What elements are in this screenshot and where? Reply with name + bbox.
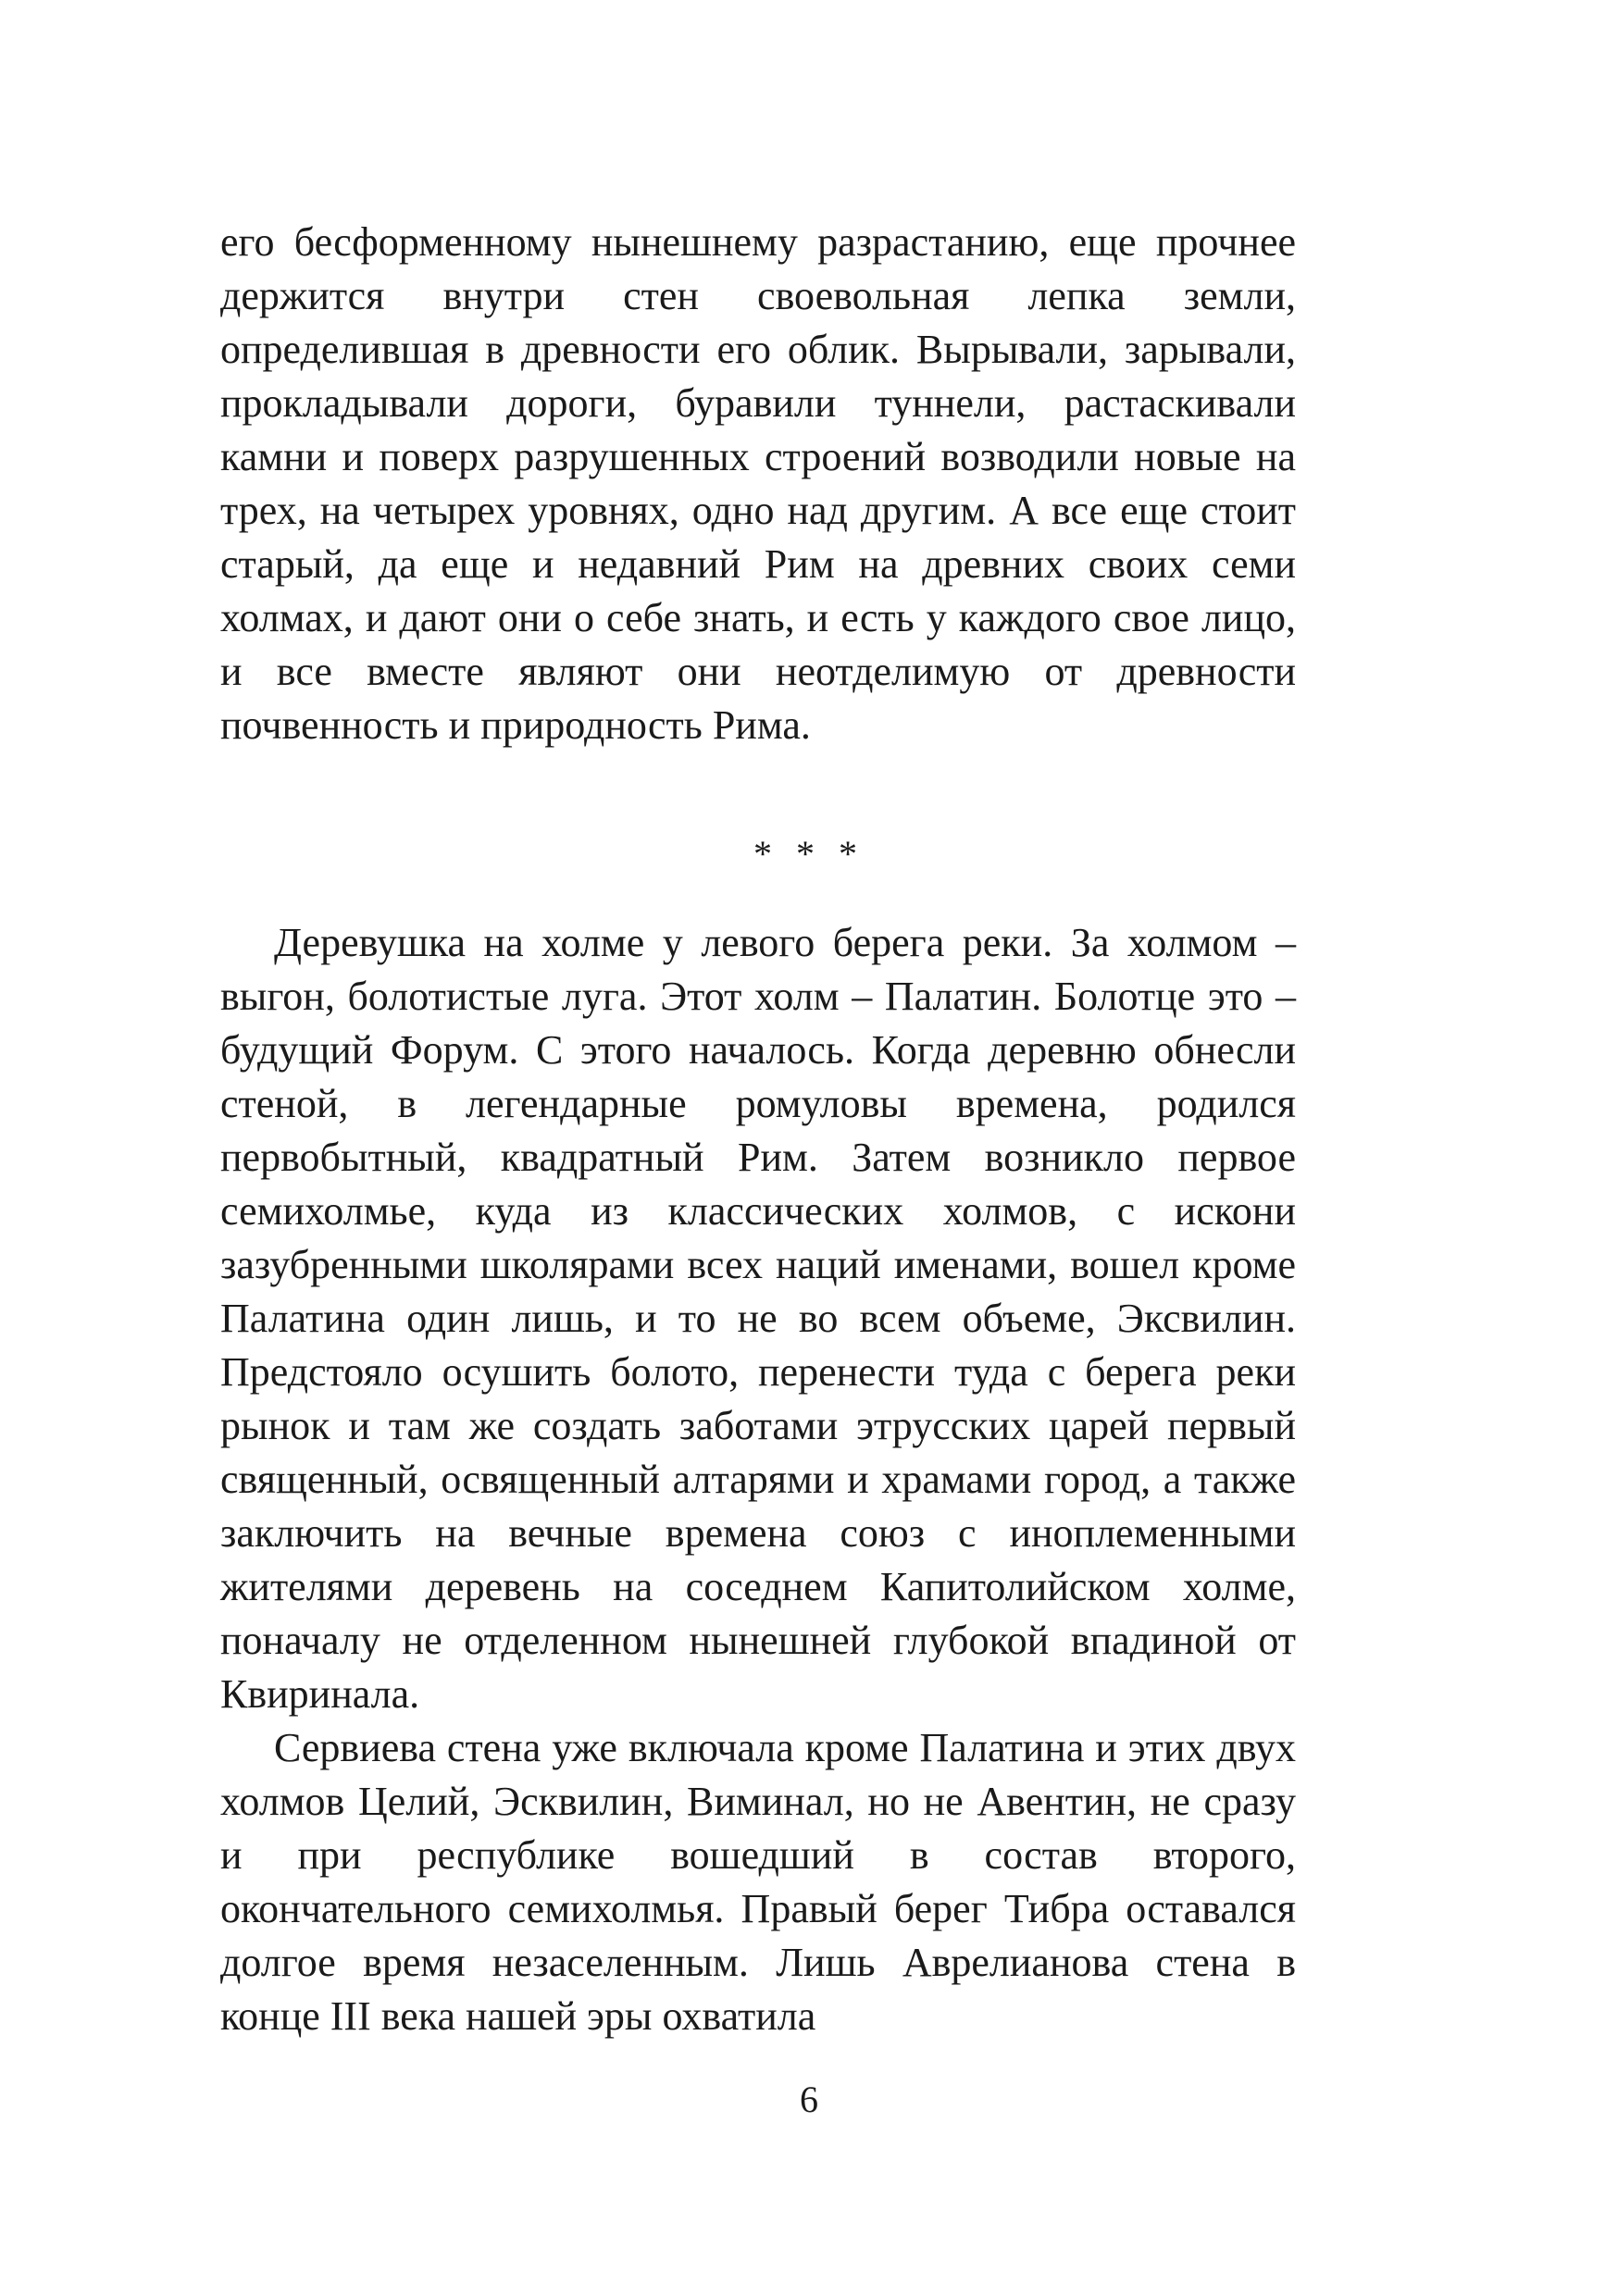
continuation-paragraph: его бесформенному нынешнему разрастанию, еще прочнее держится внутри стен своевольная лепка земли, определившая в древности его облик. Вырывали, зарывали, прокладывали дороги, буравили туннели, растаскивали камни и поверх разрушенных строений возводили новые на трех, на четырех уровнях, одно над другим. А все еще стоит старый, да еще и недавний Рим на древних своих семи холмах, и дают они о себе знать, и есть у каждого свое лицо, и все вместе являют они неотделимую от древности почвенность и природность Рима. (220, 219, 1296, 748)
paragraph-palatine: Деревушка на холме у левого берега реки. За холмом – выгон, болотистые луга. Этот холм – Палатин. Болотце это – будущий Форум. С этого началось. Когда деревню обнесли стеной, в легендарные ромуловы времена, родился первобытный, квадратный Рим. Затем возникло первое семихолмье, куда из классических холмов, с искони зазубренными школярами всех наций именами, вошел кроме Палатина один лишь, и то не во всем объеме, Эксвилин. Предстояло осушить болото, перенести туда с берега реки рынок и там же создать заботами этрусских царей первый священный, освященный алтарями и храмами город, а также заключить на вечные времена союз с иноплеменными жителями деревень на соседнем Капитолийском холме, поначалу не отделенном нынешней глубокой впадиной от Квиринала. (220, 920, 1296, 1717)
section-separator: * * * (753, 833, 865, 875)
paragraph-servian-wall: Сервиева стена уже включала кроме Палатина и этих двух холмов Целий, Эсквилин, Виминал, но не Авентин, не сразу и при республике вошедший в состав второго, окончательного семихолмья. Правый берег Тибра оставался долгое время незаселенным. Лишь Аврелианова стена в конце III века нашей эры охватила (220, 1725, 1296, 2039)
text-block-bottom (220, 916, 1296, 2043)
text-block-top (220, 216, 1296, 752)
page-number: 6 (800, 2079, 818, 2120)
